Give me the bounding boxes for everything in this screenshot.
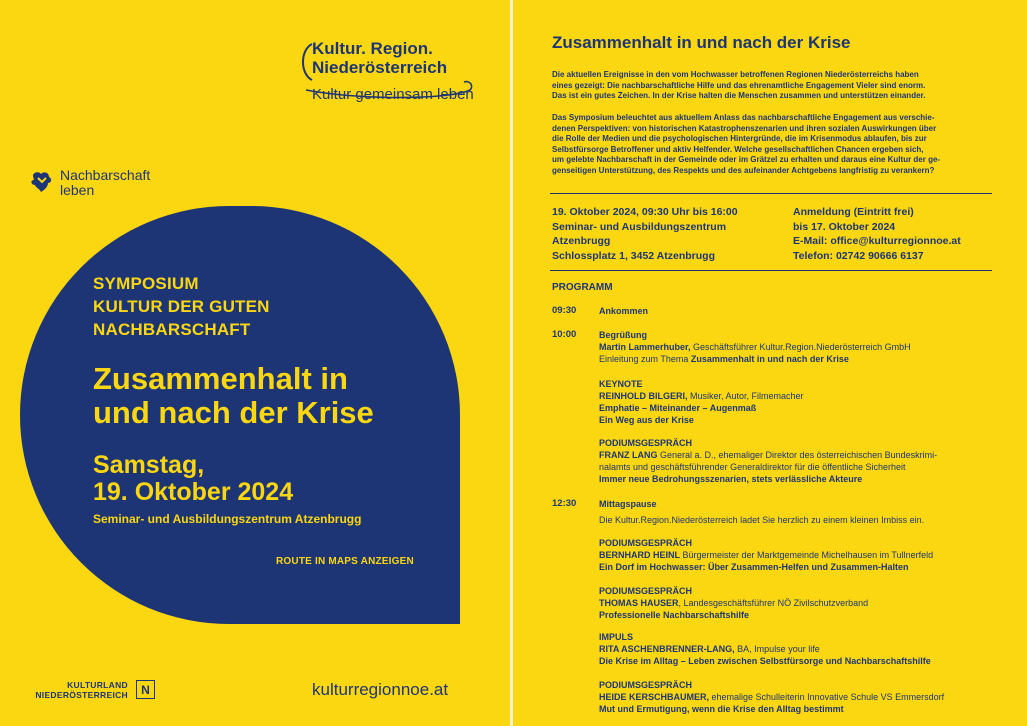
- time-slot: 10:00: [552, 329, 577, 340]
- speaker-name: BERNHARD HEINL: [599, 550, 680, 560]
- speaker-name: THOMAS HAUSER: [599, 598, 679, 608]
- event-title: [93, 362, 374, 430]
- talk-title: Die Krise im Alltag – Leben zwischen Selbstfürsorge und Nachbarschaftshilfe: [599, 656, 931, 666]
- speaker-name: RITA ASCHENBRENNER-LANG,: [599, 644, 735, 654]
- program-item: [599, 378, 1019, 426]
- program-item: [599, 498, 1019, 526]
- program-item: [599, 437, 1019, 485]
- program-title: Zusammenhalt in und nach der Krise: [552, 33, 851, 52]
- time-slot: 12:30: [552, 498, 577, 509]
- speaker-role: Geschäftsführer Kultur.Region.Niederösterreich GmbH: [690, 342, 911, 352]
- registration-phone[interactable]: Telefon: 02742 90666 6137: [793, 249, 924, 262]
- talk-title: Ein Dorf im Hochwasser: Über Zusammen-Helfen und Zusammen-Halten: [599, 562, 909, 572]
- item-heading: Mittagspause: [599, 499, 657, 509]
- intro-text: Einleitung zum Thema: [599, 354, 691, 364]
- details-line: 19. Oktober 2024, 09:30 Uhr bis 16:00: [552, 206, 738, 218]
- registration-line: bis 17. Oktober 2024: [793, 220, 896, 233]
- details-line: Schlossplatz 1, 3452 Atzenbrugg: [552, 249, 715, 262]
- intro-topic: Zusammenhalt in und nach der Krise: [690, 354, 849, 364]
- kulturland-text: [30, 680, 128, 700]
- kicker-line-2: KULTUR DER GUTEN: [93, 297, 270, 316]
- speaker-role: Bürgermeister der Marktgemeinde Michelhausen im Tullnerfeld: [680, 550, 934, 560]
- speaker-name: REINHOLD BILGERI,: [599, 391, 688, 401]
- kulturland-line-2: NIEDERÖSTERREICH: [35, 690, 128, 700]
- item-heading: Begrüßung: [599, 330, 647, 340]
- item-heading: Ankommen: [599, 306, 649, 316]
- item-heading: IMPULS: [599, 632, 634, 642]
- program-page: [513, 0, 1027, 726]
- title-line-2: und nach der Krise: [93, 395, 374, 430]
- speaker-name: HEIDE KERSCHBAUMER,: [599, 692, 710, 702]
- talk-title: Mut und Ermutigung, wenn die Krise den Alltag bestimmt: [599, 704, 844, 714]
- kulturland-line-1: KULTURLAND: [67, 680, 128, 690]
- talk-title: Professionelle Nachbarschaftshilfe: [599, 610, 750, 620]
- speaker-role: BA, Impulse your life: [734, 644, 820, 654]
- event-venue: Seminar- und Ausbildungszentrum Atzenbrugg: [93, 512, 362, 526]
- item-heading: KEYNOTE: [599, 379, 643, 389]
- registration-details: [793, 205, 961, 263]
- speaker-name: FRANZ LANG: [599, 450, 658, 460]
- speaker-role: Musiker, Autor, Filmemacher: [687, 391, 804, 401]
- kulturland-logo: [30, 680, 170, 702]
- talk-title: Immer neue Bedrohungsszenarien, stets verlässliche Akteure: [599, 474, 863, 484]
- program-item: [599, 631, 1019, 667]
- para2-line: genseitigen Unterstützung, des Respekts und des aufeinander Achtgebens langfristig zu verankern?: [552, 165, 935, 175]
- program-item: [599, 537, 1019, 573]
- brand-line-1: Kultur. Region.: [312, 39, 433, 58]
- time-slot: 09:30: [552, 305, 577, 316]
- item-heading: PODIUMSGESPRÄCH: [599, 538, 693, 548]
- brand-tagline: Kultur gemeinsam leben: [312, 86, 474, 103]
- details-line: Seminar- und Ausbildungszentrum: [552, 220, 727, 233]
- brand-line-2: Niederösterreich: [312, 58, 448, 77]
- event-kicker: [93, 272, 270, 341]
- program-label: PROGRAMM: [552, 282, 613, 293]
- website-link[interactable]: kulturregionnoe.at: [312, 680, 449, 699]
- para2-line: denen Perspektiven: von historischen Katastrophenszenarien und ihren sozialen Auswirkungen über: [552, 123, 937, 133]
- nachbarschaft-line-2: leben: [60, 182, 95, 198]
- registration-line: Anmeldung (Eintritt frei): [793, 206, 914, 218]
- para1-line: Das ist ein gutes Zeichen. In der Krise halten die Menschen zusammen und unterstützen einander.: [552, 91, 926, 101]
- item-description: Die Kultur.Region.Niederösterreich ladet Sie herzlich zu einem kleinen Imbiss ein.: [599, 515, 925, 525]
- program-item: [599, 585, 1019, 621]
- nachbarschaft-line-1: Nachbarschaft: [60, 167, 151, 183]
- date-line-1: Samstag,: [93, 451, 205, 479]
- divider-rule: [550, 193, 992, 194]
- para2-line: Das Symposium beleuchtet aus aktuellem Anlass das nachbarschaftliche Engagement aus verschie-: [552, 113, 935, 122]
- speaker-role: General a. D., ehemaliger Direktor des österreichischen Bundeskrimi-: [657, 450, 938, 460]
- program-item: [599, 305, 1019, 317]
- divider-rule: [550, 270, 992, 271]
- item-heading: PODIUMSGESPRÄCH: [599, 680, 693, 690]
- event-date: [93, 452, 293, 506]
- item-heading: PODIUMSGESPRÄCH: [599, 438, 693, 448]
- para2-line: Selbstfürsorge Betroffener und aktiv Helfender. Welche gesellschaftlichen Chancen ergeben sich,: [552, 144, 924, 154]
- program-item: [599, 329, 1019, 365]
- front-cover: [0, 0, 510, 726]
- noe-badge-icon: N: [136, 680, 155, 699]
- speaker-role: nalamts und geschäftsführender Generaldirektor für die öffentliche Sicherheit: [599, 462, 906, 472]
- program-item: [599, 679, 1019, 715]
- details-line: Atzenbrugg: [552, 235, 611, 247]
- para1-line: Die aktuellen Ereignisse in den vom Hochwasser betroffenen Regionen Niederösterreichs haben: [552, 70, 919, 79]
- para2-line: die Rolle der Medien und die psychologischen Hintergründe, die im Krisenmodus ablaufen, bis zur: [552, 134, 927, 144]
- title-line-1: Zusammenhalt in: [93, 361, 348, 396]
- route-link[interactable]: ROUTE IN MAPS ANZEIGEN: [276, 556, 414, 567]
- speaker-role: , Landesgeschäftsführer NÖ Zivilschutzverband: [678, 598, 869, 608]
- date-line-2: 19. Oktober 2024: [93, 478, 294, 506]
- nachbarschaft-logo: [30, 168, 170, 200]
- speaker-role: ehemalige Schulleiterin Innovative Schule VS Emmersdorf: [709, 692, 945, 702]
- intro-paragraph-2: [552, 113, 982, 177]
- registration-email[interactable]: E-Mail: office@kulturregionnoe.at: [793, 235, 961, 247]
- kicker-line-1: SYMPOSIUM: [93, 274, 199, 293]
- puzzle-heart-icon: [30, 170, 54, 194]
- para1-line: eines gezeigt: Die nachbarschaftliche Hilfe und das ehrenamtliche Engagement Vieler sind enorm.: [552, 80, 926, 90]
- talk-title: Emphatie – Miteinander – Augenmaß: [599, 403, 757, 413]
- item-heading: PODIUMSGESPRÄCH: [599, 586, 693, 596]
- kicker-line-3: NACHBARSCHAFT: [93, 320, 251, 339]
- event-details: [552, 205, 738, 263]
- talk-title: Ein Weg aus der Krise: [599, 415, 694, 425]
- para2-line: um gelebte Nachbarschaft in der Gemeinde oder im Grätzel zu erhalten und daraus eine Kultur der ge-: [552, 155, 941, 165]
- kultur-region-logo: [298, 40, 478, 110]
- speaker-name: Martin Lammerhuber,: [599, 342, 691, 352]
- nachbarschaft-text: [60, 168, 150, 198]
- intro-paragraph-1: [552, 70, 982, 102]
